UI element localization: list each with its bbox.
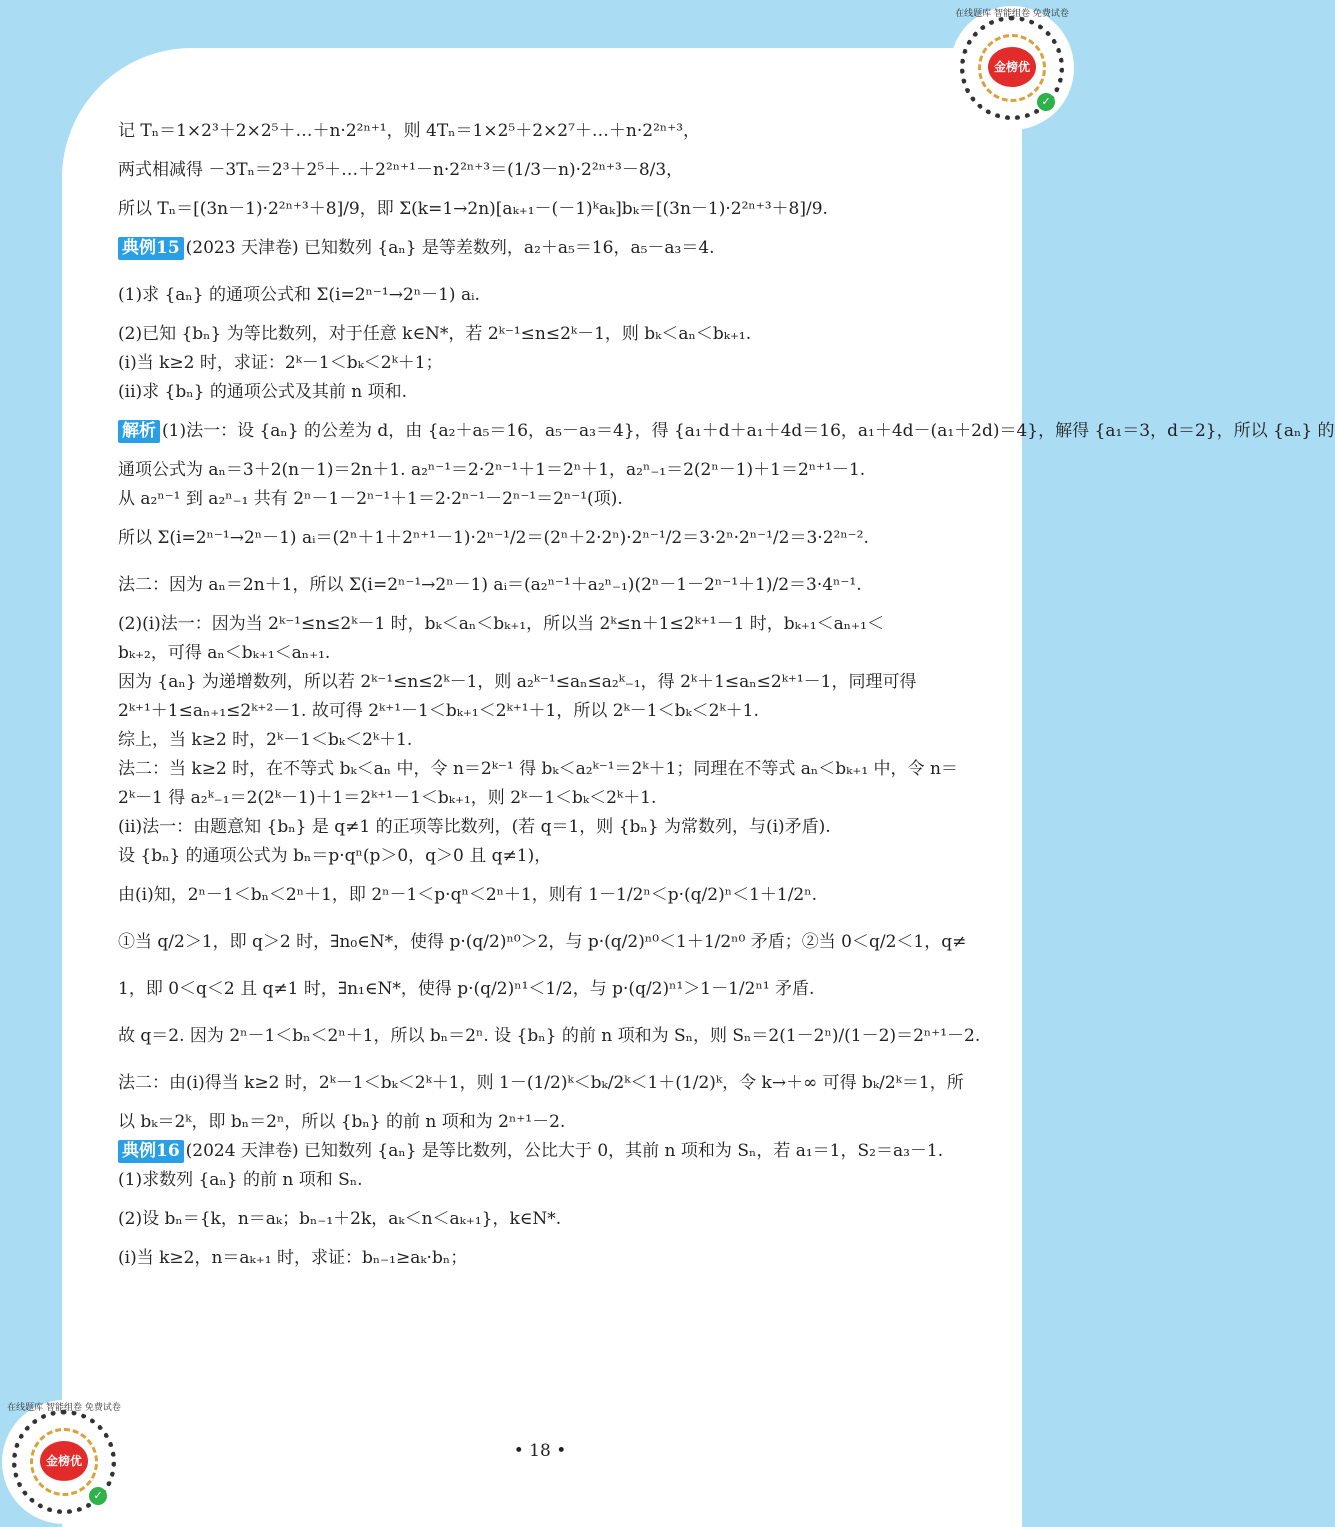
text-line: 因为 {aₙ} 为递增数列，所以若 2ᵏ⁻¹≤n≤2ᵏ－1，则 a₂ᵏ⁻¹≤aₙ≤a₂ᵏ₋₁，得 2ᵏ＋1≤aₙ≤2ᵏ⁺¹－1，同理可得	[118, 672, 917, 692]
spacer	[118, 263, 968, 281]
spacer	[118, 1195, 968, 1205]
text-line: bₖ₊₂，可得 aₙ＜bₖ₊₁＜aₙ₊₁.	[118, 643, 331, 663]
spacer	[118, 1098, 968, 1108]
text-line: (i)当 k≥2，n＝aₖ₊₁ 时，求证：bₙ₋₁≥aₖ·bₙ；	[118, 1248, 468, 1268]
text-line: (1)求 {aₙ} 的通项公式和 Σ(i=2ⁿ⁻¹→2ⁿ－1) aᵢ.	[118, 285, 480, 305]
badge-arc-text: 在线题库 智能组卷 免费试卷	[955, 9, 1069, 19]
text-line: (2)(i)法一：因为当 2ᵏ⁻¹≤n≤2ᵏ－1 时，bₖ＜aₙ＜bₖ₊₁，所以当 2ᵏ≤n＋1≤2ᵏ⁺¹－1 时，bₖ₊₁＜aₙ₊₁＜	[118, 614, 884, 634]
spacer	[118, 446, 968, 456]
spacer	[118, 957, 968, 975]
solution-heading	[118, 417, 1335, 446]
spacer	[118, 1234, 968, 1244]
spacer	[118, 185, 968, 195]
text-line: 所以 Tₙ＝[(3n－1)·2²ⁿ⁺³＋8]/9，即 Σ(k=1→2n)[aₖ₊₁－(－1)ᵏaₖ]bₖ＝[(3n－1)·2²ⁿ⁺³＋8]/9.	[118, 199, 828, 219]
qr-code-badge-top	[950, 6, 1074, 130]
text-line: ①当 q/2＞1，即 q＞2 时，∃n₀∈N*，使得 p·(q/2)ⁿ⁰＞2，与 p·(q/2)ⁿ⁰＜1＋1/2ⁿ⁰ 矛盾；②当 0＜q/2＜1，q≠	[118, 932, 967, 952]
text-line: 故 q＝2. 因为 2ⁿ－1＜bₙ＜2ⁿ＋1，所以 bₙ＝2ⁿ. 设 {bₙ} 的前 n 项和为 Sₙ，则 Sₙ＝2(1－2ⁿ)/(1－2)＝2ⁿ⁺¹－2.	[118, 1026, 981, 1046]
text-line: (ii)法一：由题意知 {bₙ} 是 q≠1 的正项等比数列，(若 q＝1，则 {bₙ} 为常数列，与(i)矛盾).	[118, 817, 831, 837]
text-line: 法二：当 k≥2 时，在不等式 bₖ＜aₙ 中，令 n＝2ᵏ⁻¹ 得 bₖ＜a₂ᵏ⁻¹＝2ᵏ＋1；同理在不等式 aₙ＜bₖ₊₁ 中，令 n＝	[118, 759, 958, 779]
text-line: 由(i)知，2ⁿ－1＜bₙ＜2ⁿ＋1，即 2ⁿ－1＜p·qⁿ＜2ⁿ＋1，则有 1－1/2ⁿ＜p·(q/2)ⁿ＜1＋1/2ⁿ.	[118, 885, 818, 905]
brand-logo: 金榜优	[988, 47, 1036, 87]
solution-text: (1)法一：设 {aₙ} 的公差为 d，由 {a₂＋a₅＝16，a₅－a₃＝4}，得 {a₁＋d＋a₁＋4d＝16，a₁＋4d－(a₁＋2d)＝4}，解得 {a₁＝3，d＝2}，所以 {aₙ} 的	[162, 421, 1335, 441]
text-line: 1，即 0＜q＜2 且 q≠1 时，∃n₁∈N*，使得 p·(q/2)ⁿ¹＜1/2，与 p·(q/2)ⁿ¹＞1－1/2ⁿ¹ 矛盾.	[118, 979, 815, 999]
mini-program-icon: ✓	[1037, 93, 1055, 111]
qr-code-badge-bottom	[2, 1400, 126, 1524]
example-tag: 典例16	[118, 1140, 184, 1163]
text-line: (i)当 k≥2 时，求证：2ᵏ－1＜bₖ＜2ᵏ＋1；	[118, 353, 443, 373]
text-line: (2)设 bₙ＝{k，n＝aₖ；bₙ₋₁＋2k，aₖ＜n＜aₖ₊₁}，k∈N*.	[118, 1209, 562, 1229]
mini-program-icon: ✓	[89, 1487, 107, 1505]
text-line: (2)已知 {bₙ} 为等比数列，对于任意 k∈N*，若 2ᵏ⁻¹≤n≤2ᵏ－1，则 bₖ＜aₙ＜bₖ₊₁.	[118, 324, 752, 344]
example-heading	[118, 1137, 968, 1166]
text-line: 通项公式为 aₙ＝3＋2(n－1)＝2n＋1. a₂ⁿ⁻¹＝2·2ⁿ⁻¹＋1＝2ⁿ＋1，a₂ⁿ₋₁＝2(2ⁿ－1)＋1＝2ⁿ⁺¹－1.	[118, 460, 866, 480]
example-heading	[118, 234, 968, 263]
solution-tag: 解析	[118, 420, 160, 443]
spacer	[118, 310, 968, 320]
spacer	[118, 224, 968, 234]
spacer	[118, 1004, 968, 1022]
text-line: 记 Tₙ＝1×2³＋2×2⁵＋…＋n·2²ⁿ⁺¹，则 4Tₙ＝1×2⁵＋2×2⁷＋…＋n·2²ⁿ⁺³，	[118, 121, 701, 141]
example-text: (2023 天津卷) 已知数列 {aₙ} 是等差数列，a₂＋a₅＝16，a₅－a₃＝4.	[185, 238, 715, 258]
text-line: 法二：因为 aₙ＝2n＋1，所以 Σ(i=2ⁿ⁻¹→2ⁿ－1) aᵢ＝(a₂ⁿ⁻¹＋a₂ⁿ₋₁)(2ⁿ－1－2ⁿ⁻¹＋1)/2＝3·4ⁿ⁻¹.	[118, 575, 862, 595]
spacer	[118, 146, 968, 156]
text-line: (1)求数列 {aₙ} 的前 n 项和 Sₙ.	[118, 1170, 363, 1190]
spacer	[118, 910, 968, 928]
text-line: 两式相减得 －3Tₙ＝2³＋2⁵＋…＋2²ⁿ⁺¹－n·2²ⁿ⁺³＝(1/3－n)·2²ⁿ⁺³－8/3，	[118, 160, 684, 180]
spacer	[118, 871, 968, 881]
text-line: 综上，当 k≥2 时，2ᵏ－1＜bₖ＜2ᵏ＋1.	[118, 730, 413, 750]
document-body	[118, 117, 1335, 1273]
text-line: 从 a₂ⁿ⁻¹ 到 a₂ⁿ₋₁ 共有 2ⁿ－1－2ⁿ⁻¹＋1＝2·2ⁿ⁻¹－2ⁿ⁻¹＝2ⁿ⁻¹(项).	[118, 489, 623, 509]
text-line: 2ᵏ⁺¹＋1≤aₙ₊₁≤2ᵏ⁺²－1. 故可得 2ᵏ⁺¹－1＜bₖ₊₁＜2ᵏ⁺¹＋1，所以 2ᵏ－1＜bₖ＜2ᵏ＋1.	[118, 701, 759, 721]
example-tag: 典例15	[118, 237, 184, 260]
text-line: 以 bₖ＝2ᵏ，即 bₙ＝2ⁿ，所以 {bₙ} 的前 n 项和为 2ⁿ⁺¹－2.	[118, 1112, 566, 1132]
text-line: (ii)求 {bₙ} 的通项公式及其前 n 项和.	[118, 382, 407, 402]
spacer	[118, 407, 968, 417]
spacer	[118, 553, 968, 571]
spacer	[118, 600, 968, 610]
badge-arc-text: 在线题库 智能组卷 免费试卷	[7, 1403, 121, 1413]
spacer	[118, 514, 968, 524]
text-line: 2ᵏ－1 得 a₂ᵏ₋₁＝2(2ᵏ－1)＋1＝2ᵏ⁺¹－1＜bₖ₊₁，则 2ᵏ－1＜bₖ＜2ᵏ＋1.	[118, 788, 657, 808]
page-number: • 18 •	[513, 1441, 567, 1461]
spacer	[118, 1051, 968, 1069]
brand-logo: 金榜优	[40, 1441, 88, 1481]
text-line: 所以 Σ(i=2ⁿ⁻¹→2ⁿ－1) aᵢ＝(2ⁿ＋1＋2ⁿ⁺¹－1)·2ⁿ⁻¹/2＝(2ⁿ＋2·2ⁿ)·2ⁿ⁻¹/2＝3·2ⁿ·2ⁿ⁻¹/2＝3·2²ⁿ⁻².	[118, 528, 869, 548]
text-line: 法二：由(i)得当 k≥2 时，2ᵏ－1＜bₖ＜2ᵏ＋1，则 1－(1/2)ᵏ＜bₖ/2ᵏ＜1＋(1/2)ᵏ，令 k→＋∞ 可得 bₖ/2ᵏ＝1，所	[118, 1073, 964, 1093]
text-line: 设 {bₙ} 的通项公式为 bₙ＝p·qⁿ(p＞0，q＞0 且 q≠1)，	[118, 846, 552, 866]
example-text: (2024 天津卷) 已知数列 {aₙ} 是等比数列，公比大于 0，其前 n 项和为 Sₙ，若 a₁＝1，S₂＝a₃－1.	[185, 1141, 944, 1161]
